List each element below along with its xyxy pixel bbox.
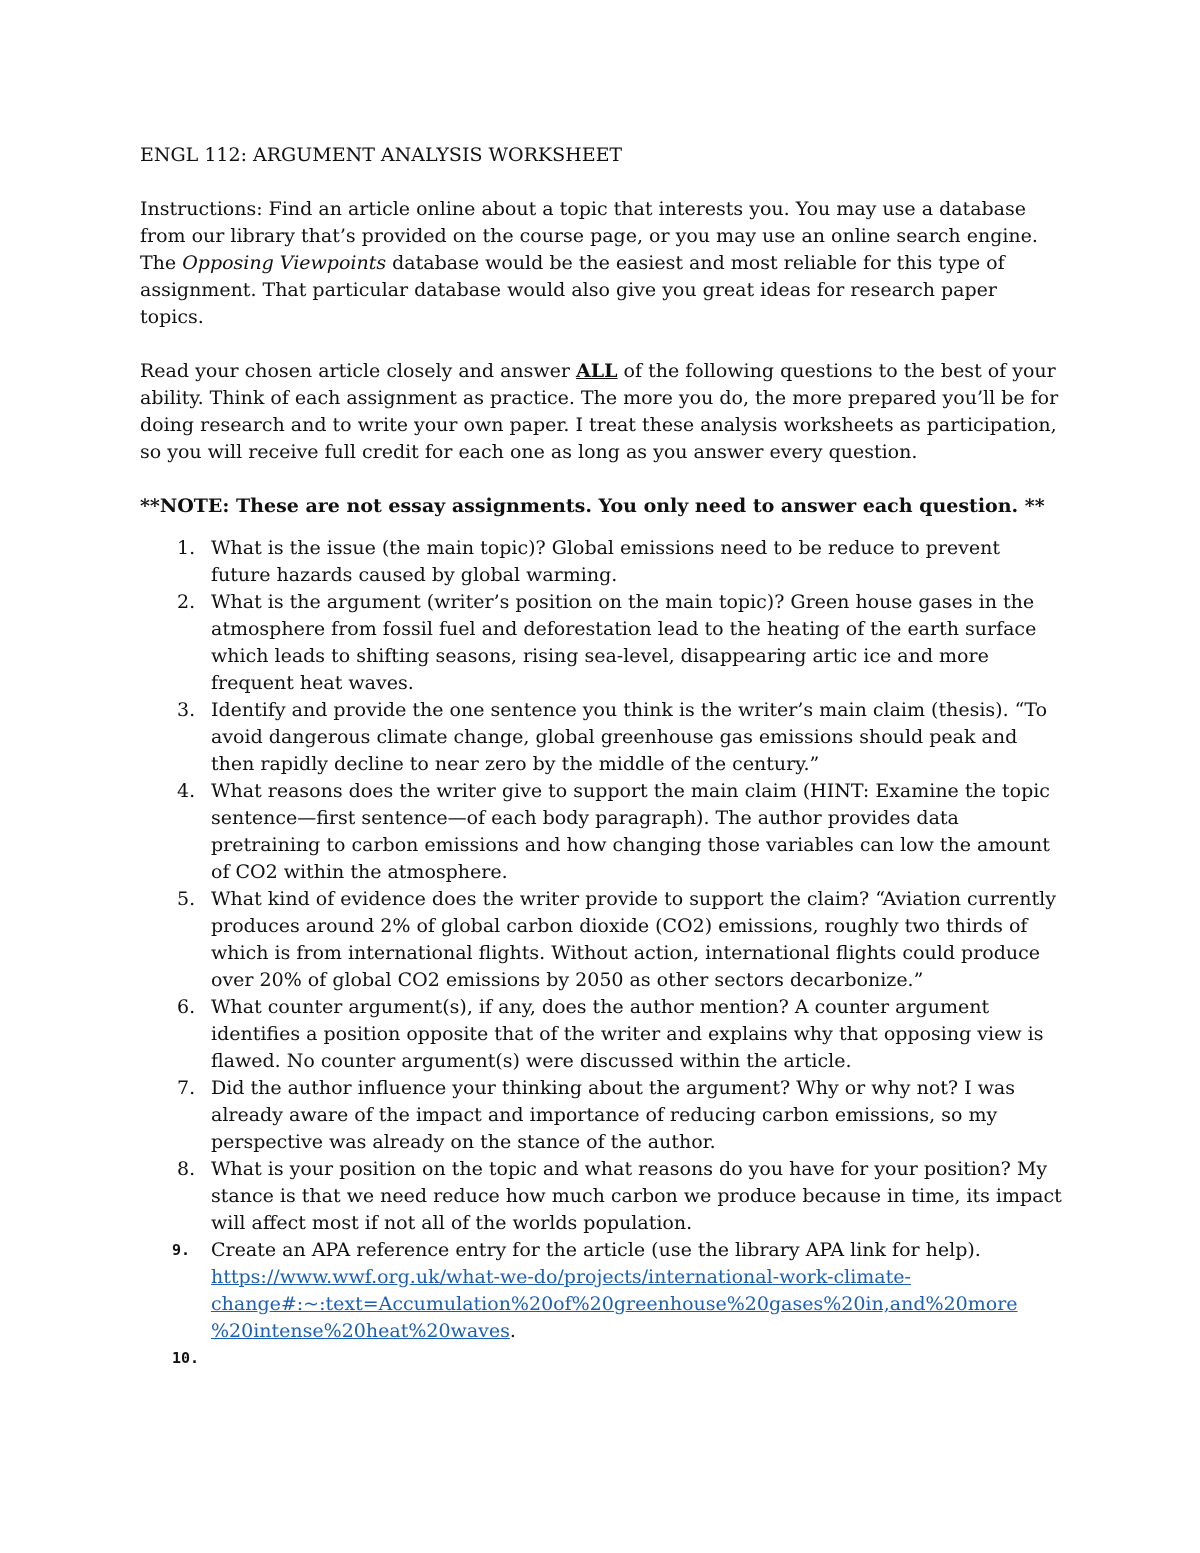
question-number: 4. [177,780,196,802]
question-text: Identify and provide the one sentence you think is the writer’s main claim (thesis). “To avoid dangerous climate change, global greenhouse gas emissions should peak and then rapidly decline to near zero by the middle of the century.” [211,699,1048,775]
question-number: 3. [177,699,196,721]
question-text: What is the issue (the main topic)? Global emissions need to be reduce to prevent future hazards caused by global warming. [211,537,1001,586]
question-text: What kind of evidence does the writer provide to support the claim? “Aviation currently produces around 2% of global carbon dioxide (CO2) emissions, roughly two thirds of which is from international flights. Without action, international flights could produce over 20% of global CO2 emissions by 2050 as other sectors decarbonize.” [211,888,1056,991]
question-number: 7. [177,1077,196,1099]
note-paragraph: **NOTE: These are not essay assignments. You only need to answer each question. ** [140,495,1045,517]
question-text-empty[interactable] [211,1347,217,1369]
instructions-paragraph [140,196,1065,331]
link-line-1: https://www.wwf.org.uk/what-we-do/projects/international-work-climate- [211,1266,911,1288]
read-paragraph [140,358,1065,466]
question-number: 10. [172,1349,200,1367]
question-number: 1. [177,537,196,559]
question-text: What is your position on the topic and what reasons do you have for your position? My stance is that we need reduce how much carbon we produce because in time, its impact will affect most if not all of the worlds population. [211,1158,1062,1234]
question-item-7 [140,1075,1065,1156]
link-line-3: %20intense%20heat%20waves [211,1320,510,1342]
worksheet-content [140,142,1065,1372]
read-text-start: Read your chosen article closely and answer [140,360,577,382]
question-number: 9. [172,1241,191,1259]
question-item-1 [140,535,1065,589]
question-item-5 [140,886,1065,994]
opposing-viewpoints-title: Opposing Viewpoints [182,252,387,274]
page-title: ENGL 112: ARGUMENT ANALYSIS WORKSHEET [140,144,623,166]
question-text: Did the author influence your thinking about the argument? Why or why not? I was already aware of the impact and importance of reducing carbon emissions, so my perspective was already on the stance of the author. [211,1077,1016,1153]
question-item-10 [140,1345,1065,1372]
questions-list [140,535,1065,1372]
question-number: 2. [177,591,196,613]
question-item-9 [140,1237,1065,1345]
question-text: Create an APA reference entry for the article (use the library APA link for help). [211,1239,981,1261]
instructions-text-end: database would be the easiest and most reliable for this type of assignment. That particular database would also give you great ideas for research paper topics. [140,252,1005,328]
instructions-text-start: Instructions: Find an article online about a topic that interests you. You may use a database from our library that’s provided on the course page, or you may use an online search engine. The [140,198,1038,274]
question-number: 5. [177,888,196,910]
link-period: . [509,1320,516,1342]
question-item-2 [140,589,1065,697]
question-text: What counter argument(s), if any, does the author mention? A counter argument identifies a position opposite that of the writer and explains why that opposing view is flawed. No counter argument(s) were discussed within the article. [211,996,1044,1072]
question-item-6 [140,994,1065,1075]
question-text: What is the argument (writer’s position on the main topic)? Green house gases in the atmosphere from fossil fuel and deforestation lead to the heating of the earth surface which leads to shifting seasons, rising sea-level, disappearing artic ice and more frequent heat waves. [211,591,1037,694]
question-number: 8. [177,1158,196,1180]
link-line-2: change#:~:text=Accumulation%20of%20greenhouse%20gases%20in,and%20more [211,1293,1018,1315]
question-item-3 [140,697,1065,778]
question-text: What reasons does the writer give to support the main claim (HINT: Examine the topic sentence—first sentence—of each body paragraph). The author provides data pretraining to carbon emissions and how changing those variables can low the amount of CO2 within the atmosphere. [211,780,1050,883]
question-item-4 [140,778,1065,886]
question-item-8 [140,1156,1065,1237]
question-number: 6. [177,996,196,1018]
all-emphasis: ALL [576,360,618,382]
apa-reference-link[interactable] [211,1266,1018,1342]
read-text-end: of the following questions to the best of your ability. Think of each assignment as practice. The more you do, the more prepared you’ll be for doing research and to write your own paper. I treat these analysis worksheets as participation, so you will receive full credit for each one as long as you answer every question. [140,360,1059,463]
